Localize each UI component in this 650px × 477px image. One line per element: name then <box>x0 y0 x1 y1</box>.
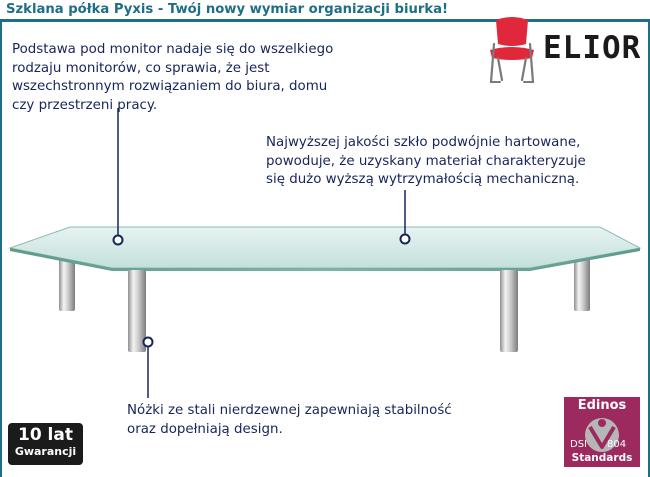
callout-dot-legs <box>144 338 153 347</box>
legs-description <box>127 402 452 439</box>
back-right-leg <box>574 233 590 311</box>
stand-description-line: Podstawa pod monitor nadaje się do wszelkiego <box>12 42 334 57</box>
certificate-name: Edinos <box>577 398 627 413</box>
warranty-word: Gwarancji <box>14 445 77 458</box>
certificate-code-left: DSI <box>570 439 587 450</box>
stand-description-line: czy przestrzeni pracy. <box>12 97 158 113</box>
front-left-leg <box>128 270 146 352</box>
certificate-subtitle: Standards <box>571 452 633 464</box>
brand-name: ELIOR <box>543 30 642 66</box>
chair-icon <box>480 14 544 86</box>
stand-description-line: rodzaju monitorów, co sprawia, że jest <box>12 60 270 76</box>
glass-description-line: Najwyższej jakości szkło podwójnie hartowane, <box>266 135 581 150</box>
glass-edge <box>10 248 640 271</box>
certificate-badge <box>564 397 640 467</box>
stand-description <box>12 41 333 115</box>
legs-description-line: oraz dopełniają design. <box>127 421 283 437</box>
warranty-badge <box>8 423 83 465</box>
glass-top <box>10 227 640 268</box>
left-border <box>0 22 2 477</box>
glass-description-line: powoduje, że uzyskany materiał charakteryzuje <box>266 153 586 169</box>
back-left-leg <box>59 233 75 311</box>
certificate-code-right: 804 <box>607 439 627 450</box>
callout-dot-glass <box>401 235 410 244</box>
glass-description-line: się dużo wyższą wytrzymałością mechaniczną. <box>266 172 580 187</box>
callout-dot-stand <box>114 236 123 245</box>
stand-description-line: wszechstronnym rozwiązaniem do biura, domu <box>12 79 328 94</box>
front-right-leg <box>500 270 518 352</box>
page-title: Szklana półka Pyxis - Twój nowy wymiar organizacji biurka! <box>6 2 449 17</box>
glass-description <box>266 134 586 190</box>
warranty-years: 10 lat <box>17 425 73 445</box>
brand-logo <box>478 14 648 86</box>
legs-description-line: Nóżki ze stali nierdzewnej zapewniają stabilność <box>127 403 452 418</box>
